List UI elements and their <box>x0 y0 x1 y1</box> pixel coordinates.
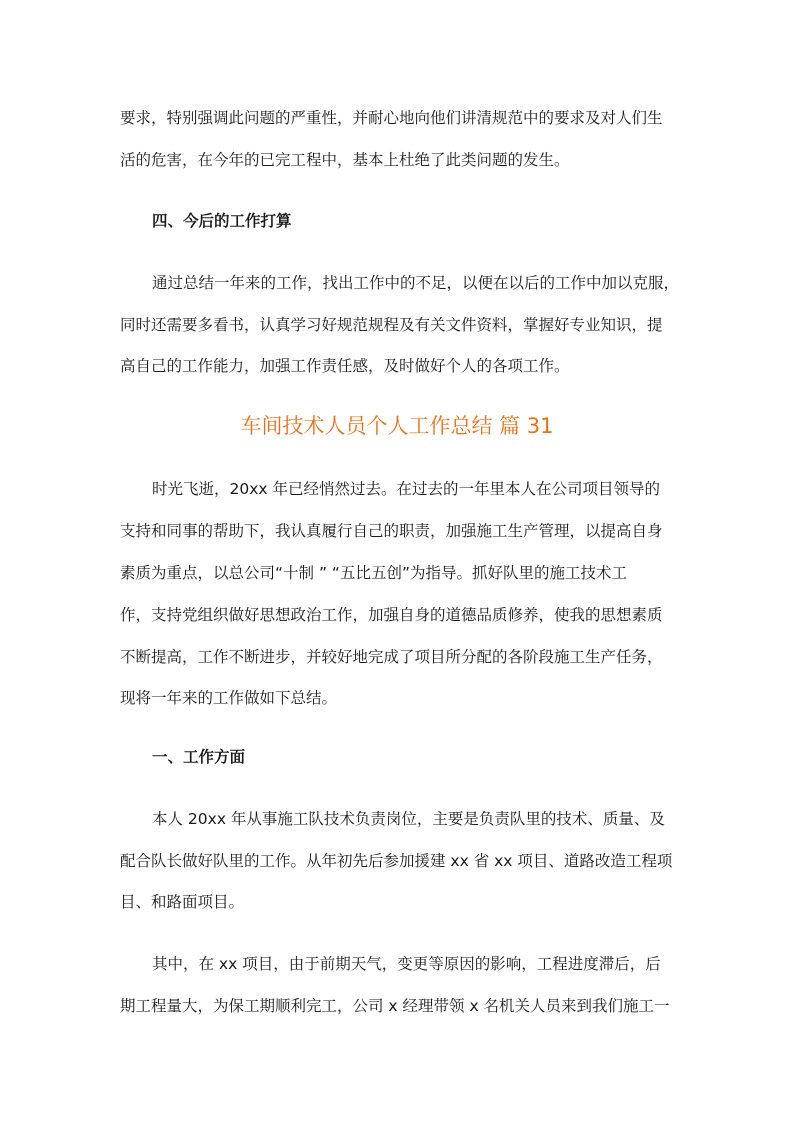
article-title: 车间技术人员个人工作总结 篇 31 <box>240 414 554 438</box>
paragraph-line: 本人 20xx 年从事施工队技术负责岗位，主要是负责队里的技术、质量、及 <box>152 810 665 828</box>
paragraph-line: 支持和同事的帮助下，我认真履行自己的职责，加强施工生产管理，以提高自身 <box>120 522 663 540</box>
paragraph-line: 同时还需要多看书，认真学习好规范规程及有关文件资料，掌握好专业知识，提 <box>120 316 663 334</box>
paragraph-line: 配合队长做好队里的工作。从年初先后参加援建 xx 省 xx 项目、道路改造工程项 <box>120 852 673 870</box>
section-heading: 一、工作方面 <box>152 748 246 766</box>
paragraph-line: 不断提高，工作不断进步，并较好地完成了项目所分配的各阶段施工生产任务， <box>120 648 663 666</box>
paragraph-line: 高自己的工作能力，加强工作责任感，及时做好个人的各项工作。 <box>120 357 570 375</box>
paragraph-line: 素质为重点，以总公司“十制 ” “五比五创”为指导。抓好队里的施工技术工 <box>120 564 627 582</box>
paragraph-line: 其中，在 xx 项目，由于前期天气，变更等原因的影响，工程进度滞后，后 <box>152 955 661 973</box>
paragraph-line: 目、和路面项目。 <box>120 893 245 911</box>
paragraph-line: 活的危害，在今年的已完工程中，基本上杜绝了此类问题的发生。 <box>120 151 570 169</box>
paragraph-line: 作，支持党组织做好思想政治工作，加强自身的道德品质修养，使我的思想素质 <box>120 606 663 624</box>
paragraph-line: 要求，特别强调此问题的严重性，并耐心地向他们讲清规范中的要求及对人们生 <box>120 109 663 127</box>
paragraph-line: 时光飞逝，20xx 年已经悄然过去。在过去的一年里本人在公司项目领导的 <box>152 480 660 498</box>
paragraph-line: 期工程量大，为保工期顺利完工，公司 x 经理带领 x 名机关人员来到我们施工一 <box>120 997 670 1015</box>
paragraph-line: 现将一年来的工作做如下总结。 <box>120 689 338 707</box>
paragraph-line: 通过总结一年来的工作，找出工作中的不足，以便在以后的工作中加以克服， <box>152 274 680 292</box>
section-heading: 四、今后的工作打算 <box>152 212 292 230</box>
